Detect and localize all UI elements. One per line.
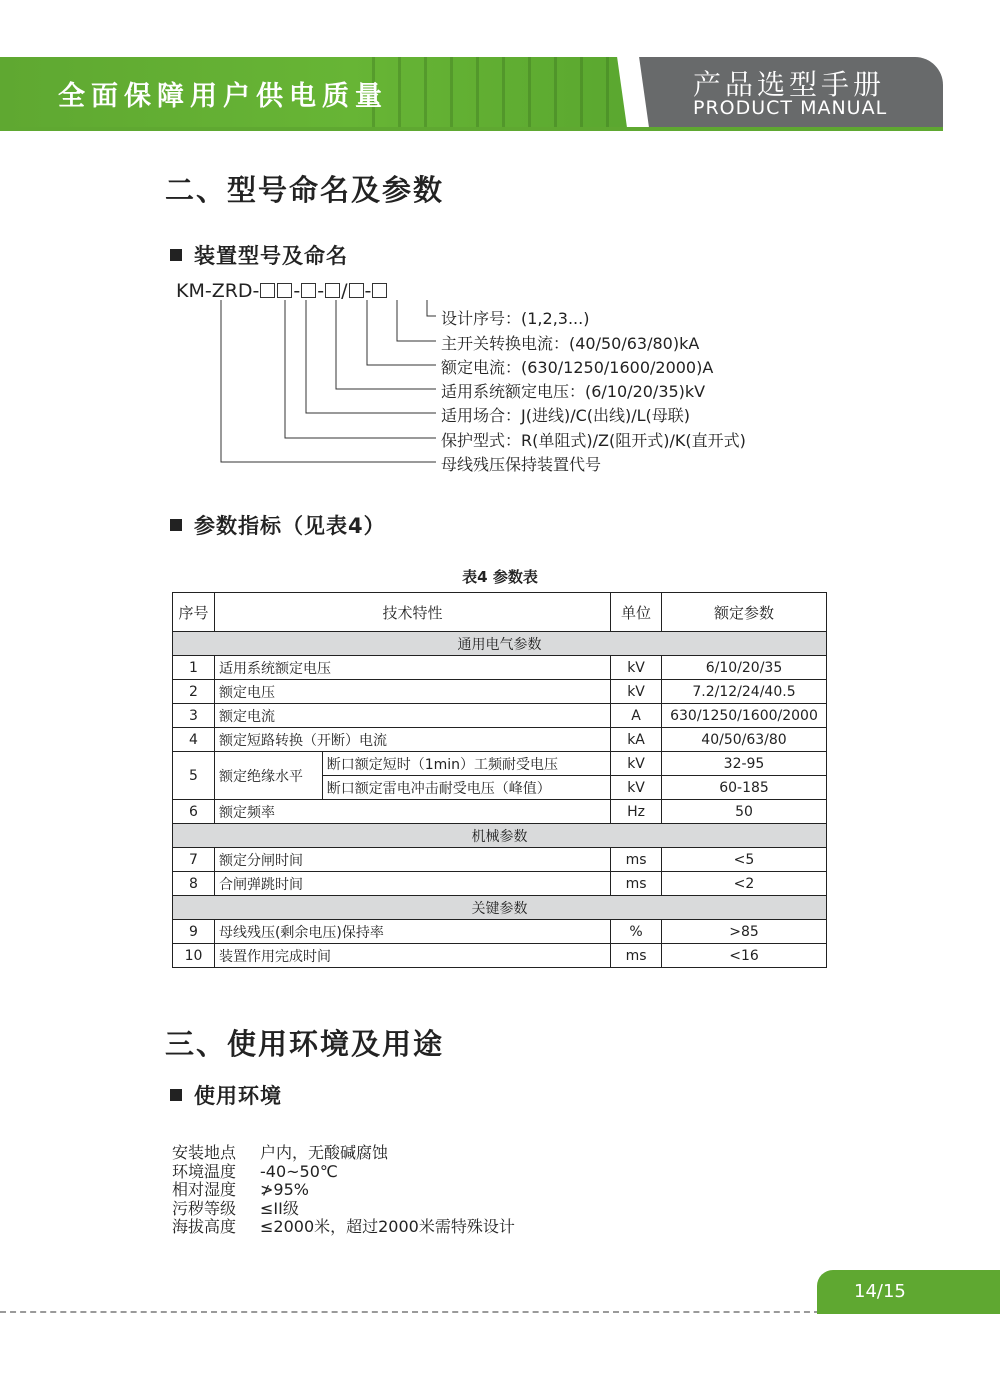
cell-value: 7.2/12/24/40.5 (662, 680, 827, 704)
group-row (173, 632, 827, 656)
env-value: ≤II级 (260, 1198, 299, 1218)
cell-unit: ms (611, 848, 662, 872)
cell-unit: ms (611, 944, 662, 968)
model-prefix: KM-ZRD- (176, 280, 260, 302)
cell-unit: % (611, 920, 662, 944)
cell-subname: 断口额定短时（1min）工频耐受电压 (322, 752, 610, 776)
list-item (172, 1144, 515, 1163)
cell-subname: 断口额定雷电冲击耐受电压（峰值） (322, 776, 610, 800)
group-key: 关键参数 (173, 896, 827, 920)
cell-value: 50 (662, 800, 827, 824)
cell-no: 10 (173, 944, 215, 968)
table-row (173, 872, 827, 896)
cell-name: 额定电流 (214, 704, 610, 728)
env-value: 户内，无酸碱腐蚀 (260, 1143, 389, 1162)
cell-name: 额定电压 (214, 680, 610, 704)
sub2-text: 参数指标（见表4） (194, 514, 386, 538)
table-row (173, 944, 827, 968)
cell-unit: kV (611, 776, 662, 800)
label-protection-type: 保护型式：R(单阻式)/Z(阻开式)/K(直开式) (441, 431, 746, 450)
cell-no: 8 (173, 872, 215, 896)
cell-value: 630/1250/1600/2000 (662, 704, 827, 728)
table-row (173, 800, 827, 824)
cell-name: 额定短路转换（开断）电流 (214, 728, 610, 752)
label-device-code: 母线残压保持装置代号 (441, 455, 602, 474)
cell-value: 32-95 (662, 752, 827, 776)
model-code: KM-ZRD- - - / - (176, 280, 388, 302)
env-key: 污秽等级 (172, 1198, 237, 1218)
env-key: 相对湿度 (172, 1180, 237, 1199)
list-item (172, 1200, 515, 1219)
table-row (173, 848, 827, 872)
th-feature: 技术特性 (214, 593, 610, 632)
cell-value: <16 (662, 944, 827, 968)
list-item (172, 1181, 515, 1200)
section2-title: 二、型号命名及参数 (165, 173, 445, 207)
header-title-en: PRODUCT MANUAL (693, 97, 888, 119)
cell-unit: ms (611, 872, 662, 896)
section3-title: 三、使用环境及用途 (165, 1027, 445, 1061)
bullet-square-icon (170, 519, 182, 531)
label-rated-current: 额定电流：(630/1250/1600/2000)A (441, 358, 714, 377)
header-title-cn: 产品选型手册 (693, 68, 886, 101)
env-value: ≯95% (260, 1180, 309, 1199)
section3-sub1 (170, 1080, 282, 1110)
group-mechanical: 机械参数 (173, 824, 827, 848)
sub3-text: 使用环境 (194, 1084, 282, 1108)
cell-unit: Hz (611, 800, 662, 824)
cell-no: 3 (173, 704, 215, 728)
params-table (172, 592, 827, 968)
env-value: -40~50℃ (260, 1161, 338, 1181)
environment-list (172, 1144, 515, 1237)
cell-no: 6 (173, 800, 215, 824)
page-number: 14/15 (854, 1281, 906, 1302)
env-value: ≤2000米，超过2000米需特殊设计 (260, 1217, 515, 1236)
table-row (173, 680, 827, 704)
cell-name: 额定频率 (214, 800, 610, 824)
env-key: 环境温度 (172, 1161, 237, 1181)
group-row (173, 896, 827, 920)
cell-name: 额定绝缘水平 (214, 752, 322, 800)
cell-name: 额定分闸时间 (214, 848, 610, 872)
cell-value: <5 (662, 848, 827, 872)
env-key: 海拔高度 (172, 1217, 237, 1236)
env-key: 安装地点 (172, 1143, 237, 1162)
cell-no: 5 (173, 752, 215, 800)
list-item (172, 1163, 515, 1182)
cell-unit: kV (611, 680, 662, 704)
group-row (173, 824, 827, 848)
cell-name: 装置作用完成时间 (214, 944, 610, 968)
table-row (173, 728, 827, 752)
table-header-row (173, 593, 827, 632)
section2-sub2 (170, 510, 386, 540)
cell-no: 7 (173, 848, 215, 872)
label-switch-current: 主开关转换电流：(40/50/63/80)kA (441, 334, 700, 353)
cell-unit: kA (611, 728, 662, 752)
cell-unit: A (611, 704, 662, 728)
list-item (172, 1218, 515, 1237)
cell-name: 合闸弹跳时间 (214, 872, 610, 896)
cell-unit: kV (611, 656, 662, 680)
cell-name: 母线残压(剩余电压)保持率 (214, 920, 610, 944)
cell-value: <2 (662, 872, 827, 896)
table-row (173, 704, 827, 728)
footer-dashed-line (0, 1311, 820, 1313)
cell-no: 1 (173, 656, 215, 680)
cell-value: 40/50/63/80 (662, 728, 827, 752)
header-slogan: 全面保障用户供电质量 (58, 81, 388, 112)
cell-value: >85 (662, 920, 827, 944)
label-application: 适用场合：J(进线)/C(出线)/L(母联) (441, 406, 691, 425)
table-caption: 表4 参数表 (462, 568, 538, 586)
cell-value: 6/10/20/35 (662, 656, 827, 680)
table-row (173, 656, 827, 680)
label-design-no: 设计序号：(1,2,3...) (441, 309, 590, 328)
th-unit: 单位 (611, 593, 662, 632)
cell-no: 9 (173, 920, 215, 944)
bullet-square-icon (170, 1089, 182, 1101)
cell-value: 60-185 (662, 776, 827, 800)
sub1-text: 装置型号及命名 (194, 244, 348, 268)
cell-no: 4 (173, 728, 215, 752)
th-no: 序号 (173, 593, 215, 632)
th-value: 额定参数 (662, 593, 827, 632)
cell-no: 2 (173, 680, 215, 704)
cell-name: 适用系统额定电压 (214, 656, 610, 680)
label-system-voltage: 适用系统额定电压：(6/10/20/35)kV (441, 382, 706, 401)
table-row (173, 920, 827, 944)
table-row (173, 752, 827, 776)
cell-unit: kV (611, 752, 662, 776)
group-electrical: 通用电气参数 (173, 632, 827, 656)
footer-page-tab (817, 1270, 1000, 1314)
